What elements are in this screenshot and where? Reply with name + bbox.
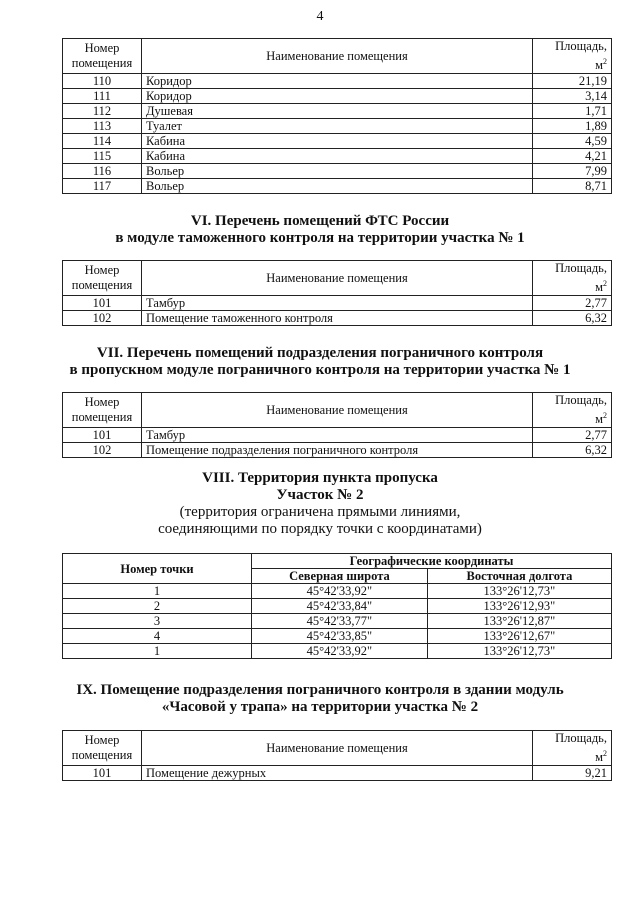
page-number: 4 — [316, 9, 324, 24]
room-name: Помещение таможенного контроля — [142, 311, 533, 326]
header-room-number: Номер помещения — [63, 393, 142, 428]
table-row — [63, 766, 612, 781]
header-area-label: Площадь, — [555, 39, 607, 53]
table-row — [63, 443, 612, 458]
header-area — [533, 261, 612, 296]
header-area-label: Площадь, — [555, 261, 607, 275]
room-area: 8,71 — [533, 179, 612, 194]
header-area-label: Площадь, — [555, 393, 607, 407]
room-area: 3,14 — [533, 89, 612, 104]
room-number: 101 — [63, 766, 142, 781]
room-number: 111 — [63, 89, 142, 104]
header-area-label: Площадь, — [555, 731, 607, 745]
table-row — [63, 584, 612, 599]
table-row — [63, 119, 612, 134]
coord-header-point: Номер точки — [63, 554, 252, 584]
room-area: 1,89 — [533, 119, 612, 134]
room-name: Кабина — [142, 134, 533, 149]
coord-header-geo: Географические координаты — [252, 554, 612, 569]
rooms-table-5 — [62, 730, 612, 781]
latitude: 45°42'33,85" — [252, 629, 428, 644]
table-row — [63, 164, 612, 179]
latitude: 45°42'33,92" — [252, 644, 428, 659]
coord-header-lat: Северная широта — [252, 569, 428, 584]
section-8-line3: (территория ограничена прямыми линиями, — [179, 504, 461, 520]
room-number: 112 — [63, 104, 142, 119]
header-room-name: Наименование помещения — [142, 261, 533, 296]
room-area: 21,19 — [533, 74, 612, 89]
room-name: Коридор — [142, 89, 533, 104]
table-row — [63, 134, 612, 149]
room-number: 110 — [63, 74, 142, 89]
latitude: 45°42'33,84" — [252, 599, 428, 614]
section-7-line2: в пропускном модуле пограничного контроля на территории участка № 1 — [69, 362, 571, 378]
room-number: 116 — [63, 164, 142, 179]
section-9-line1: IX. Помещение подразделения пограничного контроля в здании модуль — [76, 682, 564, 698]
room-name: Душевая — [142, 104, 533, 119]
room-number: 102 — [63, 443, 142, 458]
longitude: 133°26'12,93" — [427, 599, 611, 614]
room-area: 1,71 — [533, 104, 612, 119]
section-8-line1: VIII. Территория пункта пропуска — [202, 470, 438, 486]
table-row — [63, 179, 612, 194]
room-number: 113 — [63, 119, 142, 134]
room-name: Туалет — [142, 119, 533, 134]
room-name: Помещение подразделения пограничного контроля — [142, 443, 533, 458]
header-area-unit: м — [595, 750, 603, 765]
room-number: 115 — [63, 149, 142, 164]
header-room-name: Наименование помещения — [142, 731, 533, 766]
section-9-title — [0, 682, 640, 716]
section-8-line2: Участок № 2 — [276, 487, 364, 503]
header-area-unit-sup: 2 — [603, 749, 607, 758]
point-number: 4 — [63, 629, 252, 644]
table-row — [63, 104, 612, 119]
room-name: Вольер — [142, 179, 533, 194]
room-number: 114 — [63, 134, 142, 149]
rooms-table-2 — [62, 260, 612, 326]
room-name: Вольер — [142, 164, 533, 179]
room-number: 101 — [63, 296, 142, 311]
coordinates-table — [62, 553, 612, 659]
table-row — [63, 89, 612, 104]
room-area: 6,32 — [533, 443, 612, 458]
section-6-line2: в модуле таможенного контроля на территории участка № 1 — [115, 230, 525, 246]
header-area — [533, 731, 612, 766]
room-area: 4,59 — [533, 134, 612, 149]
longitude: 133°26'12,67" — [427, 629, 611, 644]
room-area: 7,99 — [533, 164, 612, 179]
header-area-unit-sup: 2 — [603, 57, 607, 66]
header-room-number: Номер помещения — [63, 39, 142, 74]
header-area-unit: м — [595, 280, 603, 295]
table-row — [63, 428, 612, 443]
room-name: Коридор — [142, 74, 533, 89]
table-row — [63, 149, 612, 164]
table-row — [63, 74, 612, 89]
header-room-number: Номер помещения — [63, 731, 142, 766]
table-row — [63, 629, 612, 644]
room-area: 2,77 — [533, 296, 612, 311]
room-area: 4,21 — [533, 149, 612, 164]
room-number: 101 — [63, 428, 142, 443]
room-name: Помещение дежурных — [142, 766, 533, 781]
header-room-number: Номер помещения — [63, 261, 142, 296]
rooms-table-3 — [62, 392, 612, 458]
table-row — [63, 614, 612, 629]
table-row — [63, 644, 612, 659]
table-row — [63, 296, 612, 311]
header-area-unit-sup: 2 — [603, 411, 607, 420]
room-name: Тамбур — [142, 428, 533, 443]
section-9-line2: «Часовой у трапа» на территории участка № 2 — [161, 699, 479, 715]
latitude: 45°42'33,77" — [252, 614, 428, 629]
section-8-title — [0, 470, 640, 538]
room-name: Кабина — [142, 149, 533, 164]
header-area — [533, 393, 612, 428]
header-area-unit: м — [595, 412, 603, 427]
section-8-line4: соединяющими по порядку точки с координатами) — [158, 521, 482, 537]
latitude: 45°42'33,92" — [252, 584, 428, 599]
rooms-table-1 — [62, 38, 612, 194]
header-area-unit-sup: 2 — [603, 279, 607, 288]
header-room-name: Наименование помещения — [142, 39, 533, 74]
table-row — [63, 311, 612, 326]
longitude: 133°26'12,73" — [427, 644, 611, 659]
coord-header-lon: Восточная долгота — [427, 569, 611, 584]
point-number: 1 — [63, 584, 252, 599]
longitude: 133°26'12,87" — [427, 614, 611, 629]
room-number: 117 — [63, 179, 142, 194]
room-area: 2,77 — [533, 428, 612, 443]
point-number: 1 — [63, 644, 252, 659]
section-7-title — [0, 345, 640, 379]
header-area-unit: м — [595, 58, 603, 73]
section-7-line1: VII. Перечень помещений подразделения пограничного контроля — [96, 345, 544, 361]
room-name: Тамбур — [142, 296, 533, 311]
point-number: 3 — [63, 614, 252, 629]
point-number: 2 — [63, 599, 252, 614]
section-6-title — [0, 213, 640, 247]
longitude: 133°26'12,73" — [427, 584, 611, 599]
header-area — [533, 39, 612, 74]
header-room-name: Наименование помещения — [142, 393, 533, 428]
room-number: 102 — [63, 311, 142, 326]
table-row — [63, 599, 612, 614]
section-6-line1: VI. Перечень помещений ФТС России — [190, 213, 450, 229]
room-area: 6,32 — [533, 311, 612, 326]
room-area: 9,21 — [533, 766, 612, 781]
